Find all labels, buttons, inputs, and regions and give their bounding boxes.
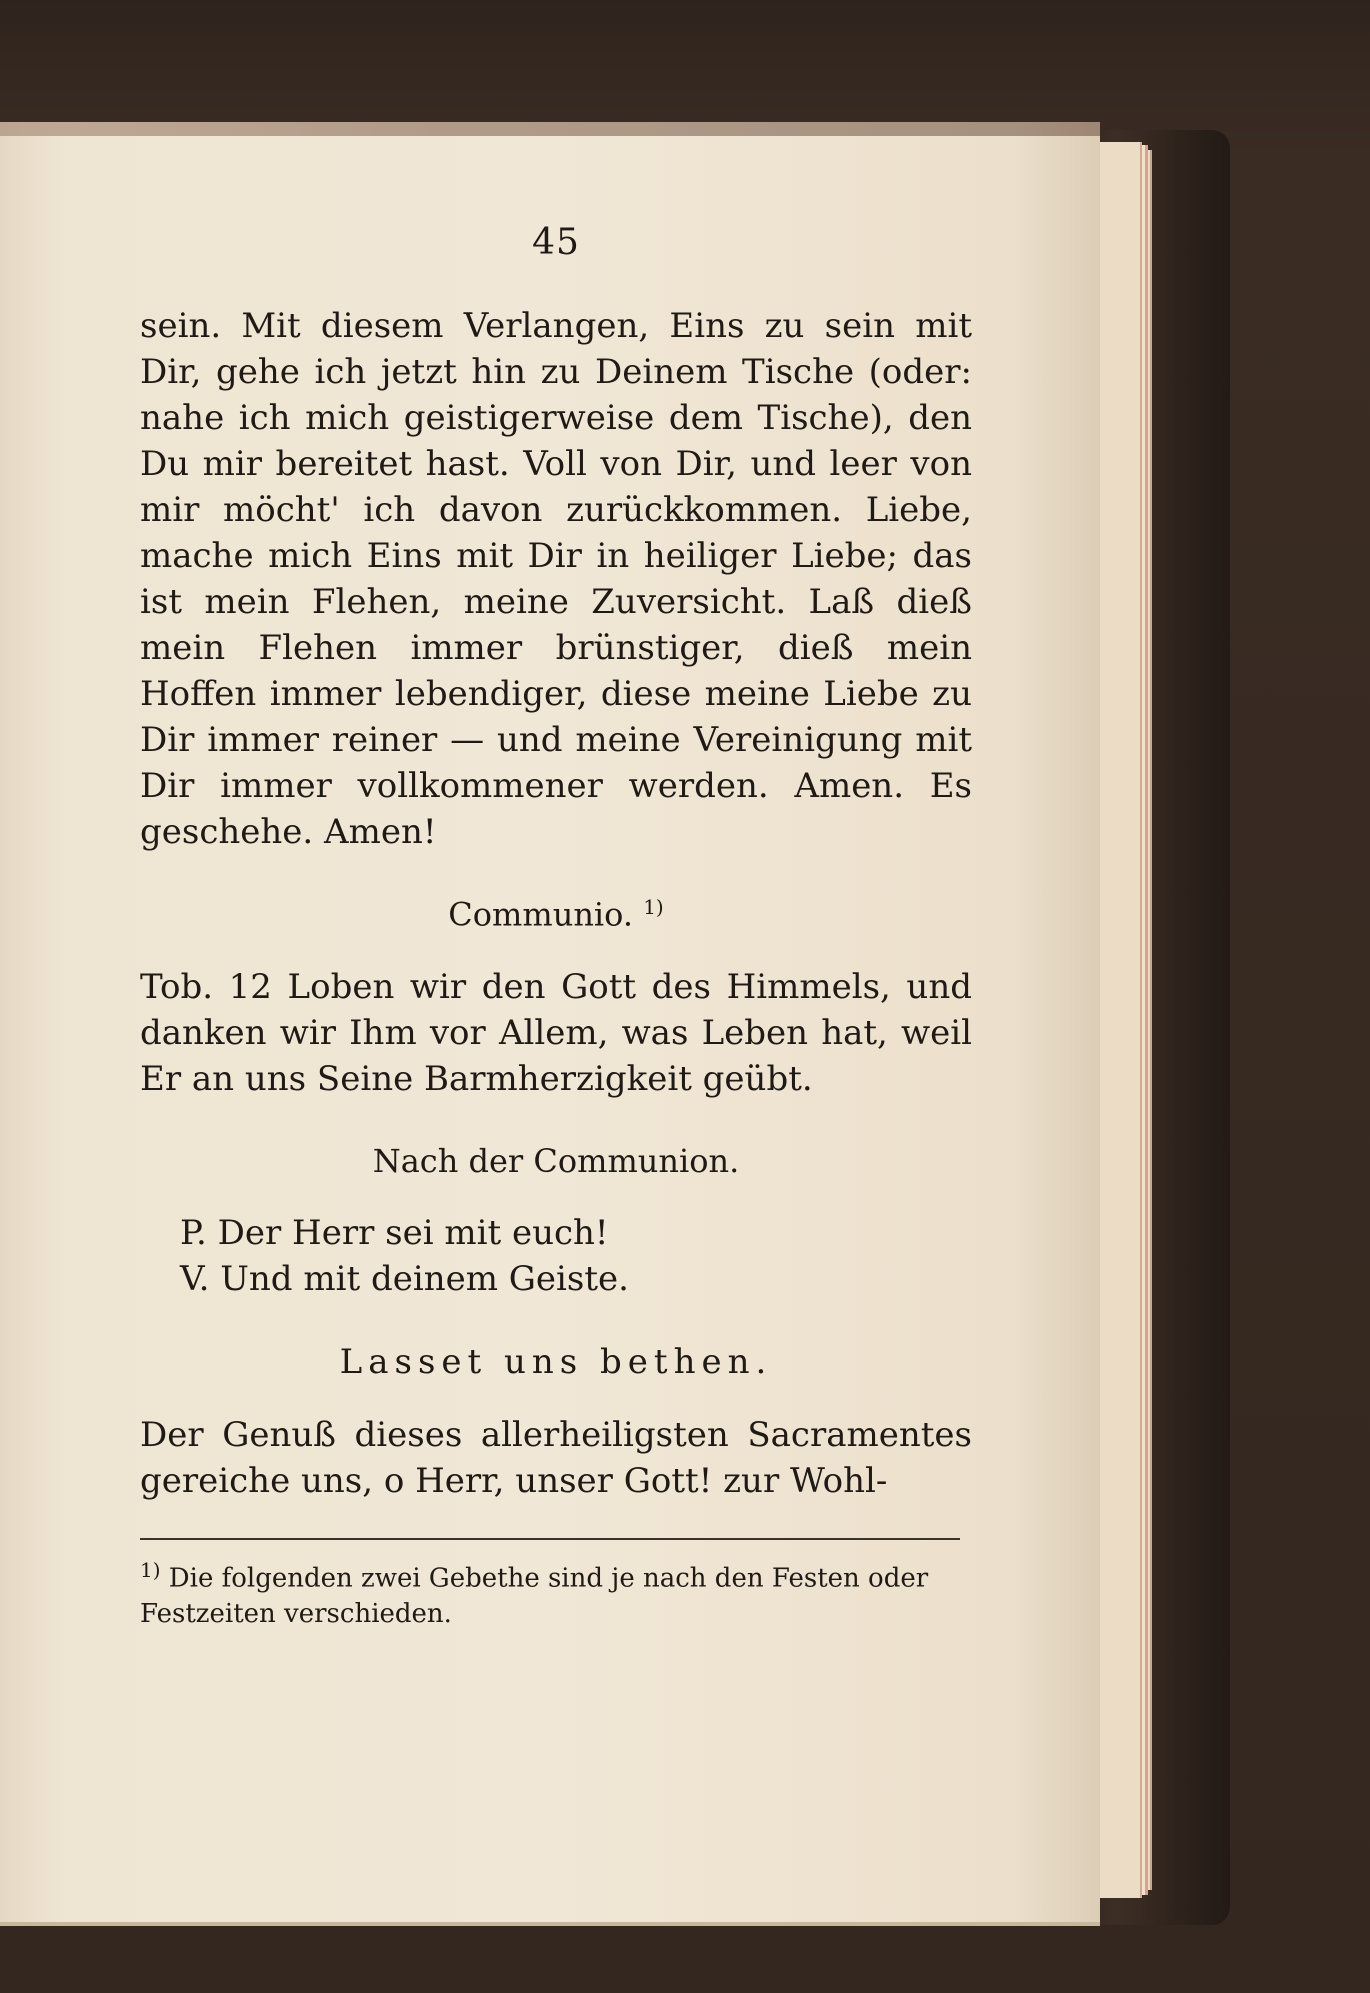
page-edge bbox=[1100, 142, 1142, 1898]
response-line bbox=[180, 1210, 972, 1256]
footnote-divider bbox=[140, 1538, 960, 1540]
response-text: Der Herr sei mit euch! bbox=[217, 1212, 609, 1253]
prayer-heading: Lasset uns bethen. bbox=[339, 1341, 773, 1382]
response-line bbox=[180, 1256, 972, 1302]
communio-text: Tob. 12 Loben wir den Gott des Himmels, und danken wir Ihm vor Allem, was Leben hat, weil Er an uns Seine Barmherzigkeit geübt. bbox=[140, 966, 972, 1099]
response-label: V. bbox=[180, 1258, 210, 1299]
footnote-text: Die folgenden zwei Gebethe sind je nach den Festen oder Festzeiten verschieden. bbox=[140, 1563, 929, 1630]
communio-heading-text: Communio. bbox=[448, 895, 634, 934]
communio-heading bbox=[140, 895, 972, 934]
response-text: Und mit deinem Geiste. bbox=[220, 1258, 629, 1299]
page-number: 45 bbox=[532, 222, 580, 263]
book-page bbox=[0, 122, 1100, 1926]
after-communion-heading: Nach der Communion. bbox=[372, 1141, 740, 1180]
footnote-ref: 1) bbox=[643, 895, 664, 919]
page-content bbox=[140, 222, 972, 1632]
footnote-marker: 1) bbox=[140, 1557, 161, 1582]
footnote bbox=[140, 1552, 972, 1633]
prayer-text: Der Genuß dieses allerheiligsten Sacramentes gereiche uns, o Herr, unser Gott! zur Wohl- bbox=[140, 1414, 972, 1501]
paragraph-prayer-end: sein. Mit diesem Verlangen, Eins zu sein mit Dir, gehe ich jetzt hin zu Deinem Tische (oder: nahe ich mich geistigerweise dem Tische), den Du mir bereitet hast. Voll von Dir, und leer von mir möcht' ich davon zurückkommen. Liebe, mache mich Eins mit Dir in heiliger Liebe; das ist mein Flehen, meine Zuversicht. Laß dieß mein Flehen immer brünstiger, dieß mein Hoffen immer lebendiger, diese meine Liebe zu Dir immer reiner — und meine Vereinigung mit Dir immer vollkommener werden. Amen. Es geschehe. Amen! bbox=[140, 306, 972, 852]
response-label: P. bbox=[180, 1212, 207, 1253]
